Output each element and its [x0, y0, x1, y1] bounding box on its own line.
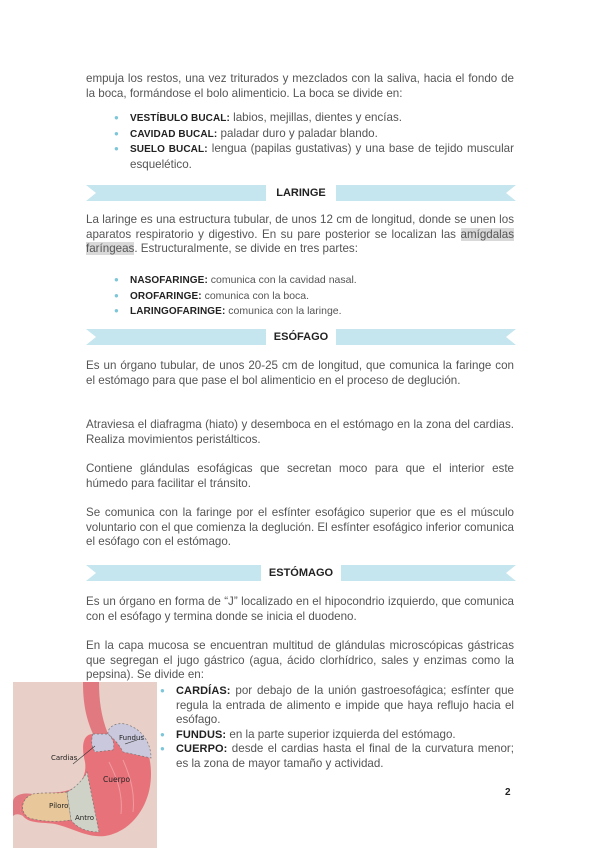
cuerpo-label: Cuerpo: [103, 775, 131, 784]
section-header-esofago: [86, 329, 516, 345]
esofago-paragraph-1: Es un órgano tubular, de unos 20-25 cm de longitud, que comunica la faringe con el estómago para que pase el bol alimenticio en el proceso de deglución.: [86, 359, 514, 387]
laringe-paragraph: La laringe es una estructura tubular, de unos 12 cm de longitud, donde se unen los aparatos respiratorio y digestivo. En su pare posterior se localizan las amígdalas faríngeas. Estructuralmente, se divide en tres partes:: [86, 213, 514, 256]
list-item: ● OROFARINGE: comunica con la boca.: [114, 289, 514, 305]
section-title: ESÓFAGO: [266, 331, 336, 343]
list-item: ● CARDÍAS: por debajo de la unión gastroesofágica; esfínter que regula la entrada de alimento e impide que haya reflujo hacia el esófago.: [160, 684, 514, 728]
esofago-paragraph-4: Se comunica con la faringe por el esfínter esofágico superior que es el músculo voluntario con el que comienza la deglución. El esfínter esofágico inferior comunica el esófago con el estómago.: [86, 506, 514, 549]
list-item: ● CUERPO: desde el cardias hasta el final de la curvatura menor; es la zona de mayor tamaño y actividad.: [160, 742, 514, 771]
list-item: ● VESTÍBULO BUCAL: labios, mejillas, dientes y encías.: [114, 111, 514, 127]
section-header-estomago: [86, 565, 516, 581]
boca-list: [114, 111, 514, 172]
list-item: ● FUNDUS: en la parte superior izquierda del estómago.: [160, 728, 514, 743]
laringe-list: [114, 273, 514, 320]
intro-paragraph: empuja los restos, una vez triturados y mezclados con la saliva, hacia el fondo de la boca, formándose el bolo alimenticio. La boca se divide en:: [86, 72, 514, 100]
page-number: 2: [505, 787, 511, 798]
estomago-paragraph-1: Es un órgano en forma de “J” localizado en el hipocondrio izquierdo, que comunica con el esófago y termina donde se inicia el duodeno.: [86, 595, 514, 623]
section-title: LARINGE: [268, 187, 334, 199]
section-header-laringe: [86, 185, 516, 201]
cardias-label: Cardias: [51, 754, 78, 762]
list-item: ● SUELO BUCAL: lengua (papilas gustativas) y una base de tejido muscular esquelético.: [114, 142, 514, 172]
fundus-label: Fundus: [119, 734, 145, 742]
list-item: ● NASOFARINGE: comunica con la cavidad nasal.: [114, 273, 514, 289]
piloro-label: Píloro: [49, 802, 69, 810]
esofago-paragraph-3: Contiene glándulas esofágicas que secretan moco para que el interior este húmedo para facilitar el tránsito.: [86, 462, 514, 490]
estomago-list: [160, 684, 514, 772]
estomago-paragraph-2: En la capa mucosa se encuentran multitud de glándulas microscópicas gástricas que segregan el jugo gástrico (agua, ácido clorhídrico, sales y enzimas como la pepsina). Se divide en:: [86, 639, 514, 682]
esofago-paragraph-2: Atraviesa el diafragma (hiato) y desemboca en el estómago en la zona del cardias. Realiza movimientos peristálticos.: [86, 418, 514, 446]
list-item: ● CAVIDAD BUCAL: paladar duro y paladar blando.: [114, 127, 514, 143]
list-item: ● LARINGOFARINGE: comunica con la laringe.: [114, 304, 514, 320]
highlighted-text: amígdalas faríngeas: [86, 227, 514, 256]
stomach-illustration: [13, 682, 157, 848]
section-title: ESTÓMAGO: [261, 567, 341, 579]
antro-label: Antro: [75, 814, 94, 822]
